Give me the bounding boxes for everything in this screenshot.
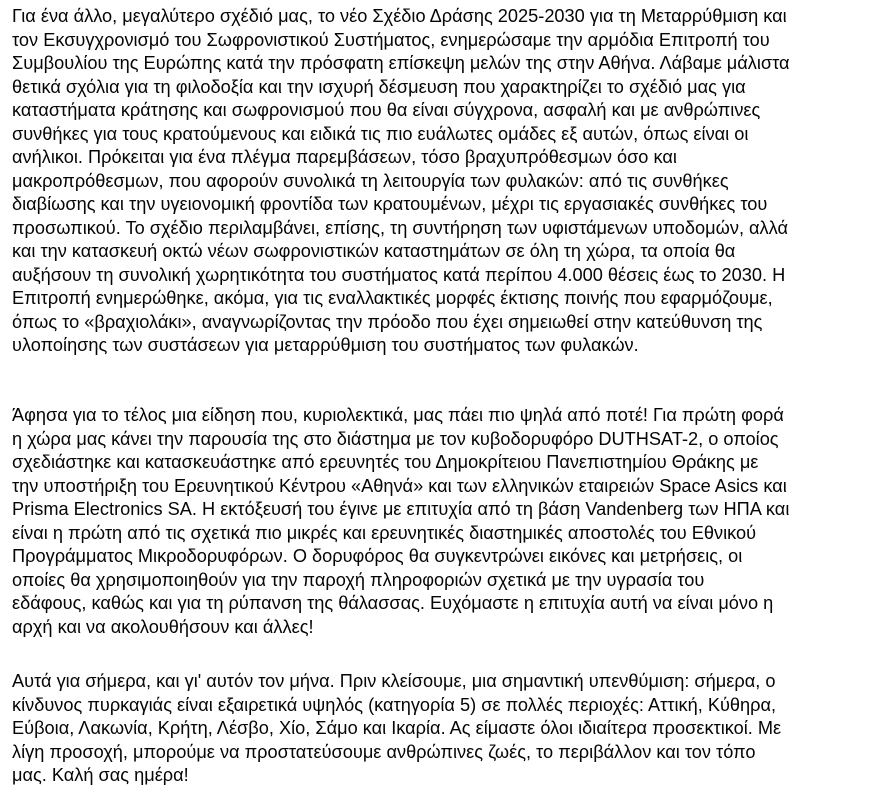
paragraph-action-plan bbox=[12, 5, 790, 358]
text-line: Προγράμματος Μικροδορυφόρων. Ο δορυφόρος θα συγκεντρώνει εικόνες και μετρήσεις, οι bbox=[12, 546, 743, 566]
text-line: καταστήματα κράτησης και σωφρονισμού που θα είναι σύγχρονα, ασφαλή και με ανθρώπινες bbox=[12, 100, 761, 120]
paragraph-fire-warning bbox=[12, 670, 781, 788]
paragraph-satellite bbox=[12, 404, 789, 639]
text-line: μακροπρόθεσμων, που αφορούν συνολικά τη λειτουργία των φυλακών: από τις συνθήκες bbox=[12, 170, 729, 191]
text-line: θετικά σχόλια για τη φιλοδοξία και την ισχυρή δέσμευση που χαρακτηρίζει το σχέδιό μας για bbox=[12, 76, 746, 97]
text-line: υλοποίησης των συστάσεων για μεταρρύθμιση του συστήματος των φυλακών. bbox=[12, 335, 639, 355]
text-line: όπως το «βραχιολάκι», αναγνωρίζοντας την πρόοδο που έχει σημειωθεί στην κατεύθυνση της bbox=[12, 311, 763, 332]
text-line: αρχή και να ακολουθήσουν και άλλες! bbox=[12, 616, 314, 637]
text-line: οποίες θα χρησιμοποιηθούν για την παροχή πληροφοριών σχετικά με την υγρασία του bbox=[12, 569, 705, 590]
text-line: Για ένα άλλο, μεγαλύτερο σχέδιό μας, το νέο Σχέδιο Δράσης 2025-2030 για τη Μεταρρύθμιση και bbox=[12, 6, 787, 26]
text-line: εδάφους, καθώς και για τη ρύπανση της θάλασσας. Ευχόμαστε η επιτυχία αυτή να είναι μόνο η bbox=[12, 593, 774, 613]
text-line: Αυτά για σήμερα, και γι' αυτόν τον μήνα. Πριν κλείσουμε, μια σημαντική υπενθύμιση: σήμερα, ο bbox=[12, 671, 776, 691]
text-line: και την κατασκευή οκτώ νέων σωφρονιστικών καταστημάτων σε όλη τη χώρα, τα οποία θα bbox=[12, 241, 736, 261]
text-line: η χώρα μας κάνει την παρουσία της στο διάστημα με τον κυβοδορυφόρο DUTHSAT-2, ο οποίος bbox=[12, 428, 779, 449]
text-line: λίγη προσοχή, μπορούμε να προστατεύσουμε ανθρώπινες ζωές, το περιβάλλον και τον τόπο bbox=[12, 741, 756, 762]
text-line: προσωπικού. Το σχέδιο περιλαμβάνει, επίσης, τη συντήρηση των υφιστάμενων υποδομών, αλλά bbox=[12, 217, 788, 238]
text-line: ανήλικοι. Πρόκειται για ένα πλέγμα παρεμβάσεων, τόσο βραχυπρόθεσμων όσο και bbox=[12, 147, 677, 167]
text-line: σχεδιάστηκε και κατασκευάστηκε από ερευνητές του Δημοκρίτειου Πανεπιστημίου Θράκης με bbox=[12, 452, 759, 472]
text-line: συνθήκες για τους κρατούμενους και ειδικά τις πιο ευάλωτες ομάδες εξ αυτών, όπως είναι οι bbox=[12, 123, 749, 144]
text-line: αυξήσουν τη συνολική χωρητικότητα του συστήματος κατά περίπου 4.000 θέσεις έως το 2030. Η bbox=[12, 264, 786, 285]
text-line: κίνδυνος πυρκαγιάς είναι εξαιρετικά υψηλός (κατηγορία 5) σε πολλές περιοχές: Αττική, Κύθηρα, bbox=[12, 694, 777, 715]
text-line: Συμβουλίου της Ευρώπης κατά την πρόσφατη επίσκεψη μελών της στην Αθήνα. Λάβαμε μάλιστα bbox=[12, 53, 790, 73]
text-line: μας. Καλή σας ημέρα! bbox=[12, 765, 189, 785]
text-line: είναι η πρώτη από τις σχετικά πιο μικρές και ερευνητικές διαστημικές αποστολές του Εθνικού bbox=[12, 522, 757, 543]
text-line: Επιτροπή ενημερώθηκε, ακόμα, για τις εναλλακτικές μορφές έκτισης ποινής που εφαρμόζουμε, bbox=[12, 288, 773, 308]
text-line: Prisma Electronics SA. Η εκτόξευσή του έγινε με επιτυχία από τη βάση Vandenberg των ΗΠΑ και bbox=[12, 499, 790, 519]
text-line: την υποστήριξη του Ερευνητικού Κέντρου «Αθηνά» και των ελληνικών εταιρειών Space Asics και bbox=[12, 475, 787, 496]
text-line: Εύβοια, Λακωνία, Κρήτη, Λέσβο, Χίο, Σάμο και Ικαρία. Ας είμαστε όλοι ιδιαίτερα προσεκτικοί. Με bbox=[12, 718, 782, 738]
text-line: τον Εκσυγχρονισμό του Σωφρονιστικού Συστήματος, ενημερώσαμε την αρμόδια Επιτροπή του bbox=[12, 29, 770, 50]
text-line: διαβίωσης και την υγειονομική φροντίδα των κρατουμένων, μέχρι τις εργασιακές συνθήκες του bbox=[12, 194, 768, 214]
text-line: Άφησα για το τέλος μια είδηση που, κυριολεκτικά, μας πάει πιο ψηλά από ποτέ! Για πρώτη φορά bbox=[12, 405, 784, 425]
